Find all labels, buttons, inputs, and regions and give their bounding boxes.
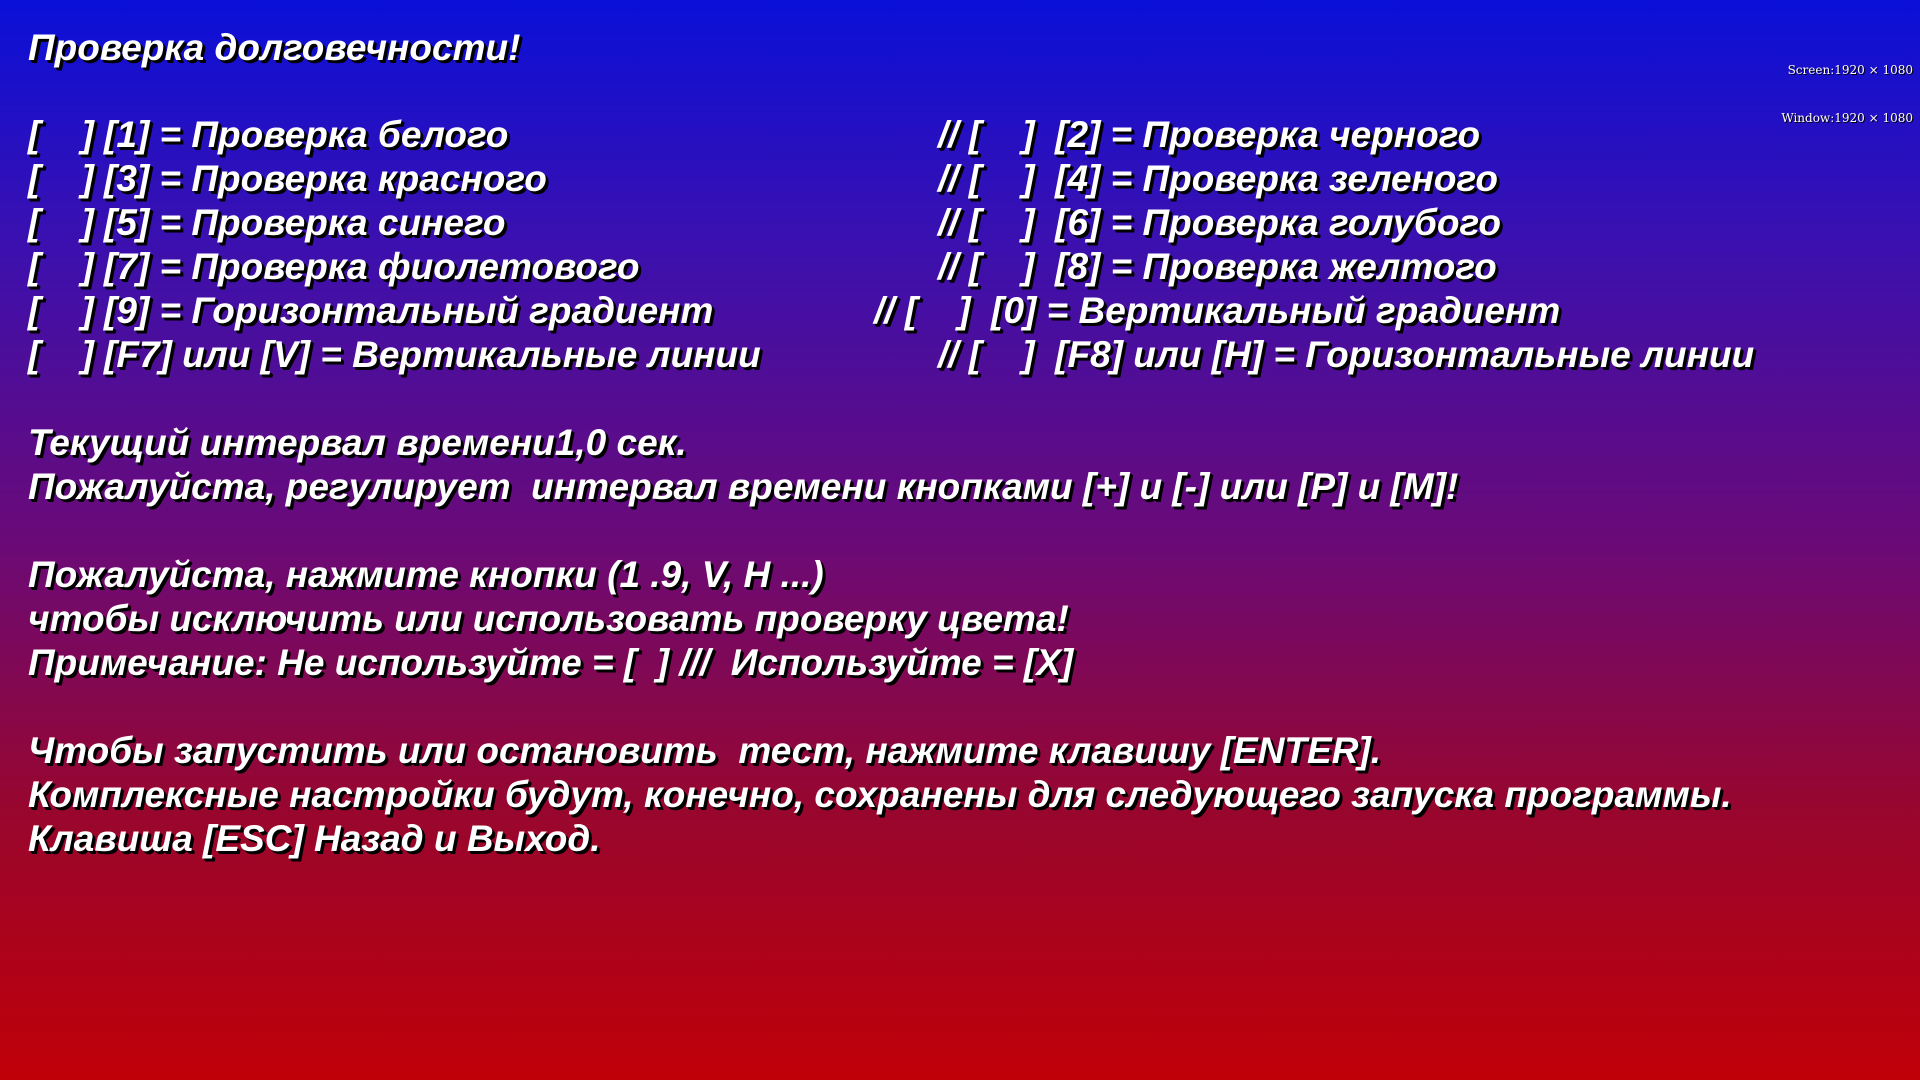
- option-horizontal-gradient-checkbox[interactable]: [ ] [9] = Горизонтальный градиент: [28, 290, 714, 331]
- option-blue-checkbox[interactable]: [ ] [5] = Проверка синего: [28, 202, 506, 243]
- option-red-checkbox[interactable]: [ ] [3] = Проверка красного: [28, 158, 547, 199]
- window-size-label: Window:1920 × 1080: [1781, 111, 1913, 125]
- current-interval-text: Текущий интервал времени1,0 сек.: [28, 422, 687, 463]
- start-stop-hint: Чтобы запустить или остановить тест, нажмите клавишу [ENTER].: [28, 730, 1382, 771]
- option-vertical-lines-checkbox[interactable]: [ ] [F7] или [V] = Вертикальные линии: [28, 334, 761, 375]
- instruction-line-1: Пожалуйста, нажмите кнопки (1 .9, V, H ...): [28, 554, 824, 595]
- option-white-checkbox[interactable]: [ ] [1] = Проверка белого: [28, 114, 509, 155]
- option-yellow-checkbox[interactable]: // [ ] [8] = Проверка желтого: [938, 246, 1497, 287]
- option-green-checkbox[interactable]: // [ ] [4] = Проверка зеленого: [938, 158, 1498, 199]
- screen-size-label: Screen:1920 × 1080: [1787, 63, 1913, 77]
- page-title: Проверка долговечности!: [28, 27, 521, 68]
- option-horizontal-lines-checkbox[interactable]: // [ ] [F8] или [H] = Горизонтальные линии: [938, 334, 1755, 375]
- instruction-line-2: чтобы исключить или использовать проверку цвета!: [28, 598, 1069, 639]
- option-purple-checkbox[interactable]: [ ] [7] = Проверка фиолетового: [28, 246, 640, 287]
- option-cyan-checkbox[interactable]: // [ ] [6] = Проверка голубого: [938, 202, 1501, 243]
- exit-hint: Клавиша [ESC] Назад и Выход.: [28, 818, 601, 859]
- option-black-checkbox[interactable]: // [ ] [2] = Проверка черного: [938, 114, 1481, 155]
- screen-resolution-info: [1781, 30, 1913, 142]
- interval-hint-text: Пожалуйста, регулирует интервал времени кнопками [+] и [-] или [P] и [M]!: [28, 466, 1459, 507]
- instruction-note: Примечание: Не используйте = [ ] /// Используйте = [X]: [28, 642, 1074, 683]
- option-vertical-gradient-checkbox[interactable]: // [ ] [0] = Вертикальный градиент: [874, 290, 1561, 331]
- settings-saved-note: Комплексные настройки будут, конечно, сохранены для следующего запуска программы.: [28, 774, 1732, 815]
